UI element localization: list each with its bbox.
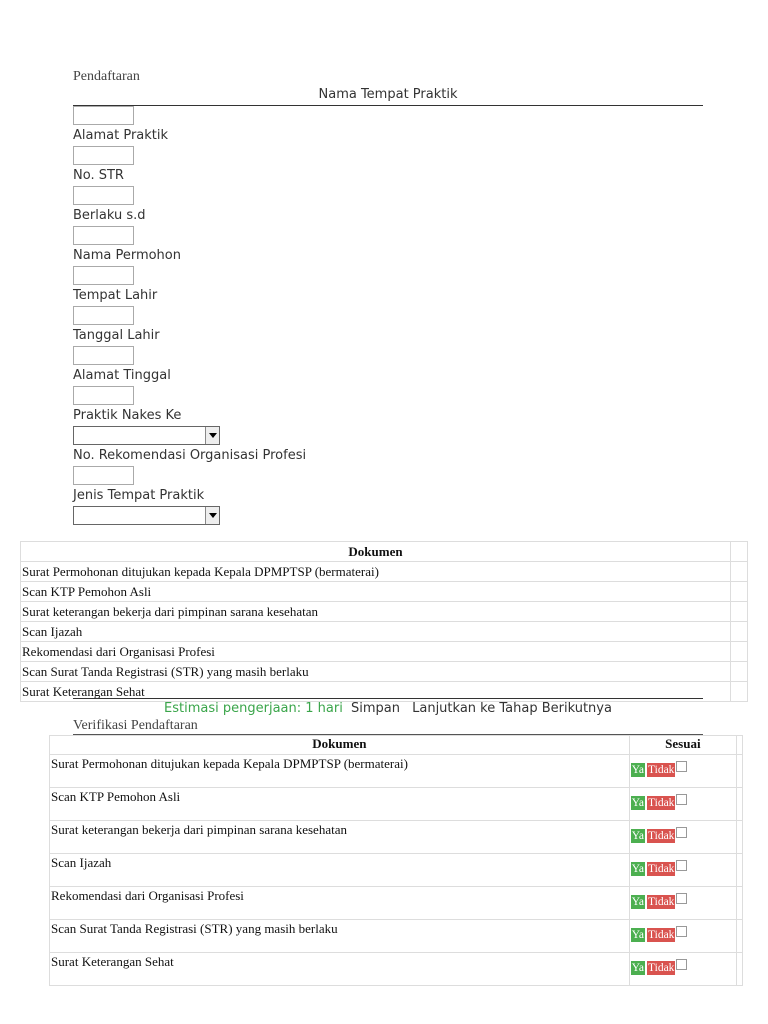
match-checkbox[interactable] <box>676 761 687 772</box>
column-header-empty <box>737 736 743 755</box>
document-name: Surat Keterangan Sehat <box>50 953 630 986</box>
tempat-lahir-input[interactable] <box>73 306 134 325</box>
table-row <box>21 642 748 662</box>
document-name: Surat Keterangan Sehat <box>21 682 731 702</box>
table-row <box>50 887 743 920</box>
field-label: Tanggal Lahir <box>73 328 160 343</box>
field-label: Jenis Tempat Praktik <box>73 488 205 503</box>
document-name: Surat Permohonan ditujukan kepada Kepala DPMPTSP (bermaterai) <box>21 562 731 582</box>
match-checkbox[interactable] <box>676 959 687 970</box>
tanggal-lahir-input[interactable] <box>73 346 134 365</box>
action-bar <box>73 701 703 716</box>
document-name: Scan KTP Pemohon Asli <box>50 788 630 821</box>
field-label: No. Rekomendasi Organisasi Profesi <box>73 448 307 463</box>
jenis-tempat-praktik-select[interactable] <box>73 506 220 525</box>
yes-button[interactable]: Ya <box>631 830 644 842</box>
document-name: Scan KTP Pemohon Asli <box>21 582 731 602</box>
no-button[interactable]: Tidak <box>648 830 675 842</box>
match-cell <box>629 854 736 887</box>
match-checkbox[interactable] <box>676 860 687 871</box>
table-row <box>50 854 743 887</box>
alamat-praktik-input[interactable] <box>73 146 134 165</box>
documents-table <box>20 541 748 702</box>
table-row <box>21 622 748 642</box>
yes-button[interactable]: Ya <box>631 863 644 875</box>
berlaku-sd-input[interactable] <box>73 226 134 245</box>
field-label: Alamat Praktik <box>73 128 169 143</box>
match-checkbox[interactable] <box>676 893 687 904</box>
table-header-row <box>21 542 748 562</box>
document-name: Scan Surat Tanda Registrasi (STR) yang masih berlaku <box>21 662 731 682</box>
document-name: Scan Surat Tanda Registrasi (STR) yang masih berlaku <box>50 920 630 953</box>
document-name: Surat Permohonan ditujukan kepada Kepala DPMPTSP (bermaterai) <box>50 755 630 788</box>
document-name: Rekomendasi dari Organisasi Profesi <box>50 887 630 920</box>
estimate-text: Estimasi pengerjaan: 1 hari <box>164 701 343 716</box>
form-subtitle: Nama Tempat Praktik <box>318 87 458 102</box>
no-button[interactable]: Tidak <box>648 797 675 809</box>
yes-button[interactable]: Ya <box>631 962 644 974</box>
match-cell <box>629 920 736 953</box>
match-cell <box>629 887 736 920</box>
table-row <box>21 662 748 682</box>
field-label: Nama Permohon <box>73 248 181 263</box>
table-row <box>50 755 743 788</box>
match-checkbox[interactable] <box>676 827 687 838</box>
match-cell <box>629 755 736 788</box>
registration-form <box>73 106 713 525</box>
yes-button[interactable]: Ya <box>631 764 644 776</box>
section-title-verifikasi: Verifikasi Pendaftaran <box>73 718 198 733</box>
praktik-nakes-ke-select[interactable] <box>73 426 220 445</box>
document-name: Surat keterangan bekerja dari pimpinan sarana kesehatan <box>21 602 731 622</box>
save-button[interactable]: Simpan <box>350 701 400 716</box>
document-name: Scan Ijazah <box>21 622 731 642</box>
no-str-input[interactable] <box>73 186 134 205</box>
field-label: No. STR <box>73 168 124 183</box>
table-row <box>50 920 743 953</box>
chevron-down-icon[interactable] <box>205 427 219 444</box>
field-label: Praktik Nakes Ke <box>73 408 182 423</box>
table-row <box>21 582 748 602</box>
nama-pemohon-input[interactable] <box>73 266 134 285</box>
divider <box>73 698 703 699</box>
no-button[interactable]: Tidak <box>648 929 675 941</box>
yes-button[interactable]: Ya <box>631 896 644 908</box>
nama-tempat-praktik-input[interactable] <box>73 106 134 125</box>
table-row <box>50 788 743 821</box>
no-button[interactable]: Tidak <box>648 896 675 908</box>
table-row <box>50 821 743 854</box>
field-label: Berlaku s.d <box>73 208 146 223</box>
column-header-sesuai: Sesuai <box>629 736 736 755</box>
column-header-dokumen: Dokumen <box>50 736 630 755</box>
chevron-down-icon[interactable] <box>205 507 219 524</box>
document-name: Scan Ijazah <box>50 854 630 887</box>
table-row <box>21 562 748 582</box>
no-button[interactable]: Tidak <box>648 764 675 776</box>
field-label: Tempat Lahir <box>73 288 158 303</box>
match-checkbox[interactable] <box>676 794 687 805</box>
no-button[interactable]: Tidak <box>648 962 675 974</box>
yes-button[interactable]: Ya <box>631 929 644 941</box>
table-header-row <box>50 736 743 755</box>
alamat-tinggal-input[interactable] <box>73 386 134 405</box>
match-cell <box>629 788 736 821</box>
field-label: Alamat Tinggal <box>73 368 171 383</box>
table-row <box>21 602 748 622</box>
section-title-pendaftaran: Pendaftaran <box>73 69 140 84</box>
table-row <box>50 953 743 986</box>
column-header-dokumen: Dokumen <box>21 542 731 562</box>
column-header-empty <box>731 542 748 562</box>
match-checkbox[interactable] <box>676 926 687 937</box>
yes-button[interactable]: Ya <box>631 797 644 809</box>
next-step-button[interactable]: Lanjutkan ke Tahap Berikutnya <box>412 701 612 716</box>
no-button[interactable]: Tidak <box>648 863 675 875</box>
match-cell <box>629 953 736 986</box>
document-name: Surat keterangan bekerja dari pimpinan sarana kesehatan <box>50 821 630 854</box>
no-rekomendasi-input[interactable] <box>73 466 134 485</box>
document-name: Rekomendasi dari Organisasi Profesi <box>21 642 731 662</box>
verification-table <box>49 735 743 986</box>
match-cell <box>629 821 736 854</box>
